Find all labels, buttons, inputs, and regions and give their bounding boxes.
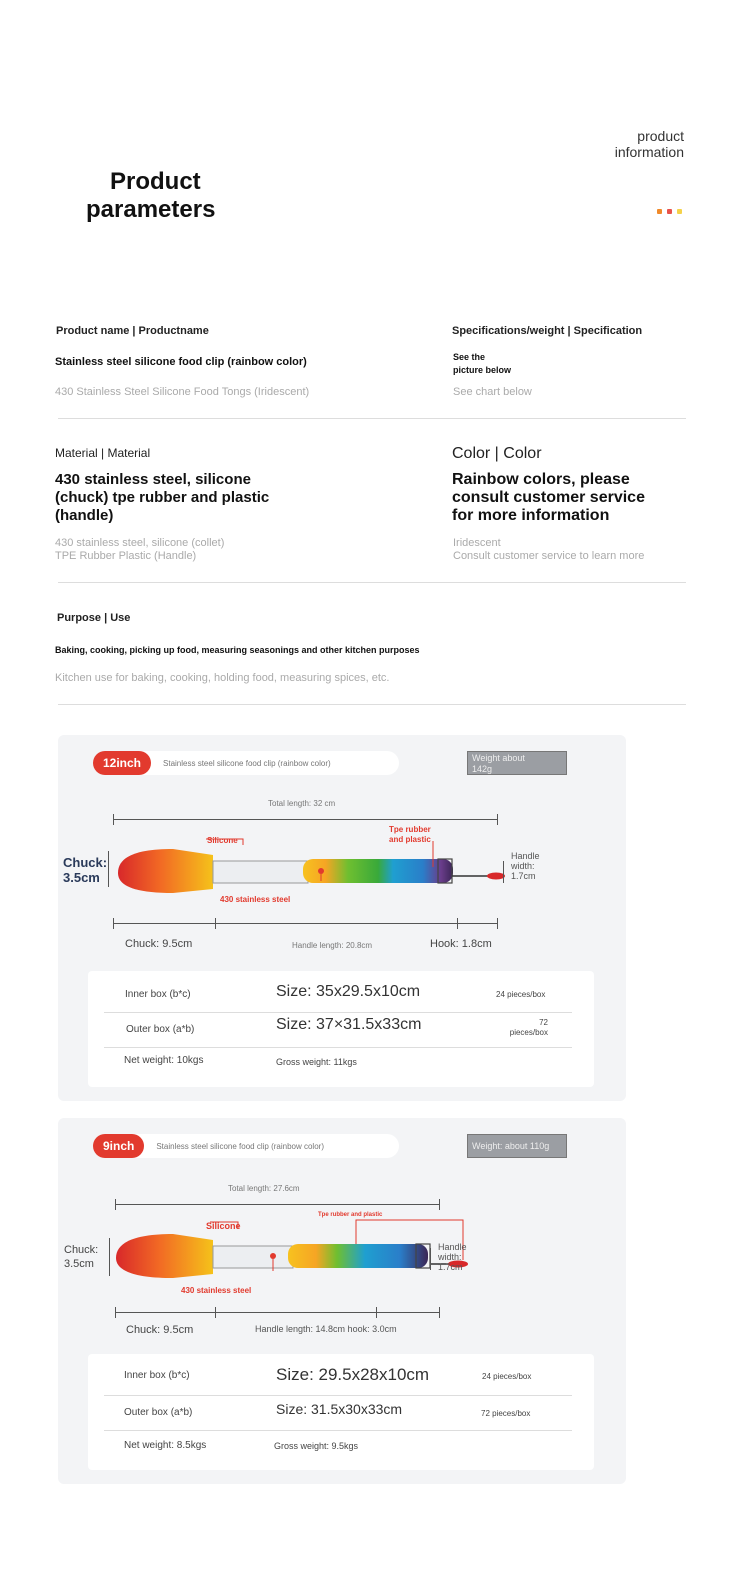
table-divider bbox=[104, 1047, 572, 1048]
color-value bbox=[452, 471, 645, 525]
handle-width-line-1: Handle bbox=[438, 1242, 467, 1252]
table-divider bbox=[104, 1395, 572, 1396]
handle-width-line-3: 1.7cm bbox=[511, 871, 536, 881]
material-value-line-1: 430 stainless steel, silicone bbox=[55, 471, 251, 488]
product-name-sub: 430 Stainless Steel Silicone Food Tongs (Iridescent) bbox=[55, 386, 310, 398]
tpe-callout: Tpe rubber and plastic bbox=[318, 1212, 383, 1218]
packing-table bbox=[88, 1354, 594, 1470]
handle-width-line bbox=[503, 861, 504, 883]
material-value bbox=[55, 471, 269, 525]
chuck-width-label bbox=[63, 855, 107, 885]
inner-box-pieces: 24 pieces/box bbox=[482, 1372, 532, 1381]
handle-width-label bbox=[438, 1242, 467, 1272]
product-name-label: Product name | Productname bbox=[56, 325, 209, 337]
decorative-dots bbox=[657, 209, 682, 214]
divider bbox=[58, 704, 686, 705]
chuck-width-label bbox=[64, 1243, 98, 1271]
outer-pieces-line-1: 72 bbox=[539, 1018, 548, 1027]
steel-callout: 430 stainless steel bbox=[220, 895, 291, 904]
handle-length: Handle length: 20.8cm bbox=[292, 941, 373, 950]
handle-width-line-3: 1.7cm bbox=[438, 1262, 463, 1272]
outer-box-pieces bbox=[492, 1018, 548, 1038]
product-pill bbox=[93, 1134, 399, 1158]
weight-line-2: 142g bbox=[472, 764, 493, 774]
spec-value-line-2: picture below bbox=[453, 365, 512, 375]
dim-tick bbox=[115, 1307, 116, 1318]
tpe-line-1: Tpe rubber bbox=[389, 825, 431, 834]
dim-tick bbox=[497, 814, 498, 825]
size-badge: 9inch bbox=[93, 1134, 144, 1158]
outer-box-size: Size: 37×31.5x33cm bbox=[276, 1016, 422, 1033]
tpe-line-2: and plastic bbox=[389, 835, 431, 844]
chuck-line-2: 3.5cm bbox=[64, 1258, 94, 1270]
dim-tick bbox=[215, 1307, 216, 1318]
material-sub-line-2: TPE Rubber Plastic (Handle) bbox=[55, 550, 197, 562]
weight-line-1: Weight: about 110g bbox=[472, 1141, 550, 1151]
color-sub bbox=[453, 537, 644, 563]
product-name-small: Stainless steel silicone food clip (rainbow color) bbox=[156, 1141, 324, 1151]
weight-box bbox=[467, 751, 567, 775]
steel-callout: 430 stainless steel bbox=[181, 1286, 252, 1295]
divider bbox=[58, 582, 686, 583]
color-sub-line-1: Iridescent bbox=[453, 537, 501, 549]
dot-red bbox=[667, 209, 672, 214]
dim-tick bbox=[497, 918, 498, 929]
spec-sub: See chart below bbox=[453, 386, 532, 398]
chuck-line-2: 3.5cm bbox=[63, 870, 100, 885]
material-value-line-3: (handle) bbox=[55, 507, 114, 524]
tpe-callout bbox=[389, 825, 431, 845]
spec-value bbox=[453, 351, 511, 377]
net-weight: Net weight: 10kgs bbox=[124, 1055, 204, 1066]
outer-box-label: Outer box (a*b) bbox=[126, 1024, 195, 1035]
dot-orange bbox=[657, 209, 662, 214]
material-value-line-2: (chuck) tpe rubber and plastic bbox=[55, 489, 270, 506]
packing-table bbox=[88, 971, 594, 1087]
gross-weight: Gross weight: 11kgs bbox=[276, 1057, 357, 1067]
tongs-12inch-illustration bbox=[98, 831, 538, 911]
dim-tick bbox=[439, 1199, 440, 1210]
inner-box-label: Inner box (b*c) bbox=[125, 989, 191, 1000]
title-line-2: parameters bbox=[86, 196, 216, 223]
material-sub-line-1: 430 stainless steel, silicone (collet) bbox=[55, 537, 225, 549]
weight-box bbox=[467, 1134, 567, 1158]
dim-tick bbox=[115, 1199, 116, 1210]
handle-width-line bbox=[430, 1248, 431, 1270]
total-length-label: Total length: 27.6cm bbox=[228, 1184, 300, 1193]
product-pill bbox=[93, 751, 399, 775]
material-sub bbox=[55, 537, 224, 563]
purpose-label: Purpose | Use bbox=[57, 612, 131, 624]
total-length-line bbox=[115, 1204, 440, 1205]
net-weight: Net weight: 8.5kgs bbox=[124, 1440, 207, 1451]
handle-width-label bbox=[511, 851, 540, 881]
inner-box-label: Inner box (b*c) bbox=[124, 1370, 190, 1381]
color-value-line-3: for more information bbox=[452, 507, 610, 524]
outer-box-label: Outer box (a*b) bbox=[124, 1407, 193, 1418]
product-information-heading bbox=[615, 128, 684, 160]
dim-tick bbox=[113, 918, 114, 929]
size-badge: 12inch bbox=[93, 751, 151, 775]
dim-tick bbox=[376, 1307, 377, 1318]
material-label: Material | Material bbox=[55, 446, 151, 460]
product-card-12inch bbox=[58, 735, 626, 1101]
color-value-line-1: Rainbow colors, please bbox=[452, 471, 630, 488]
color-sub-line-2: Consult customer service to learn more bbox=[453, 550, 645, 562]
dot-yellow bbox=[677, 209, 682, 214]
title-line-1: Product bbox=[110, 168, 201, 195]
dim-tick bbox=[439, 1307, 440, 1318]
purpose-sub: Kitchen use for baking, cooking, holding food, measuring spices, etc. bbox=[55, 672, 390, 684]
product-name-small: Stainless steel silicone food clip (rainbow color) bbox=[163, 758, 331, 768]
inner-box-pieces: 24 pieces/box bbox=[496, 990, 546, 999]
chuck-length: Chuck: 9.5cm bbox=[126, 1324, 194, 1336]
table-divider bbox=[104, 1012, 572, 1013]
info-line-1: product bbox=[637, 128, 684, 144]
segment-line bbox=[115, 1312, 440, 1313]
chuck-width-line bbox=[108, 851, 109, 887]
info-line-2: information bbox=[614, 144, 684, 160]
handle-width-line-1: Handle bbox=[511, 851, 540, 861]
hook-length: Hook: 1.8cm bbox=[430, 938, 492, 950]
dim-tick bbox=[113, 814, 114, 825]
dim-tick bbox=[457, 918, 458, 929]
gross-weight: Gross weight: 9.5kgs bbox=[274, 1441, 359, 1451]
silicone-callout: Silicone bbox=[206, 1221, 241, 1231]
outer-pieces-line-2: pieces/box bbox=[509, 1028, 548, 1037]
segment-line bbox=[113, 923, 498, 924]
color-label: Color | Color bbox=[452, 445, 542, 462]
chuck-line-1: Chuck: bbox=[64, 1244, 99, 1256]
weight-line-1: Weight about bbox=[472, 753, 525, 763]
total-length-line bbox=[113, 819, 498, 820]
inner-box-size: Size: 29.5x28x10cm bbox=[276, 1365, 430, 1384]
spec-label: Specifications/weight | Specification bbox=[452, 325, 643, 337]
silicone-callout: Silicone bbox=[207, 836, 238, 845]
handle-width-line-2: width: bbox=[511, 861, 535, 871]
purpose-value: Baking, cooking, picking up food, measuring seasonings and other kitchen purposes bbox=[55, 645, 420, 655]
chuck-length: Chuck: 9.5cm bbox=[125, 938, 193, 950]
product-name-value: Stainless steel silicone food clip (rainbow color) bbox=[55, 356, 307, 368]
page-title bbox=[86, 168, 276, 224]
handle-width-line-2: width: bbox=[438, 1252, 462, 1262]
handle-length: Handle length: 14.8cm hook: 3.0cm bbox=[255, 1324, 397, 1334]
divider bbox=[58, 418, 686, 419]
product-card-9inch bbox=[58, 1118, 626, 1484]
total-length-label: Total length: 32 cm bbox=[268, 799, 336, 808]
dim-tick bbox=[215, 918, 216, 929]
chuck-width-line bbox=[109, 1238, 110, 1276]
outer-box-size: Size: 31.5x30x33cm bbox=[276, 1401, 403, 1417]
table-divider bbox=[104, 1430, 572, 1431]
inner-box-size: Size: 35x29.5x10cm bbox=[276, 983, 421, 1000]
color-value-line-2: consult customer service bbox=[452, 489, 645, 506]
spec-value-line-1: See the bbox=[453, 352, 486, 362]
chuck-line-1: Chuck: bbox=[63, 855, 108, 870]
outer-box-pieces: 72 pieces/box bbox=[481, 1409, 531, 1418]
